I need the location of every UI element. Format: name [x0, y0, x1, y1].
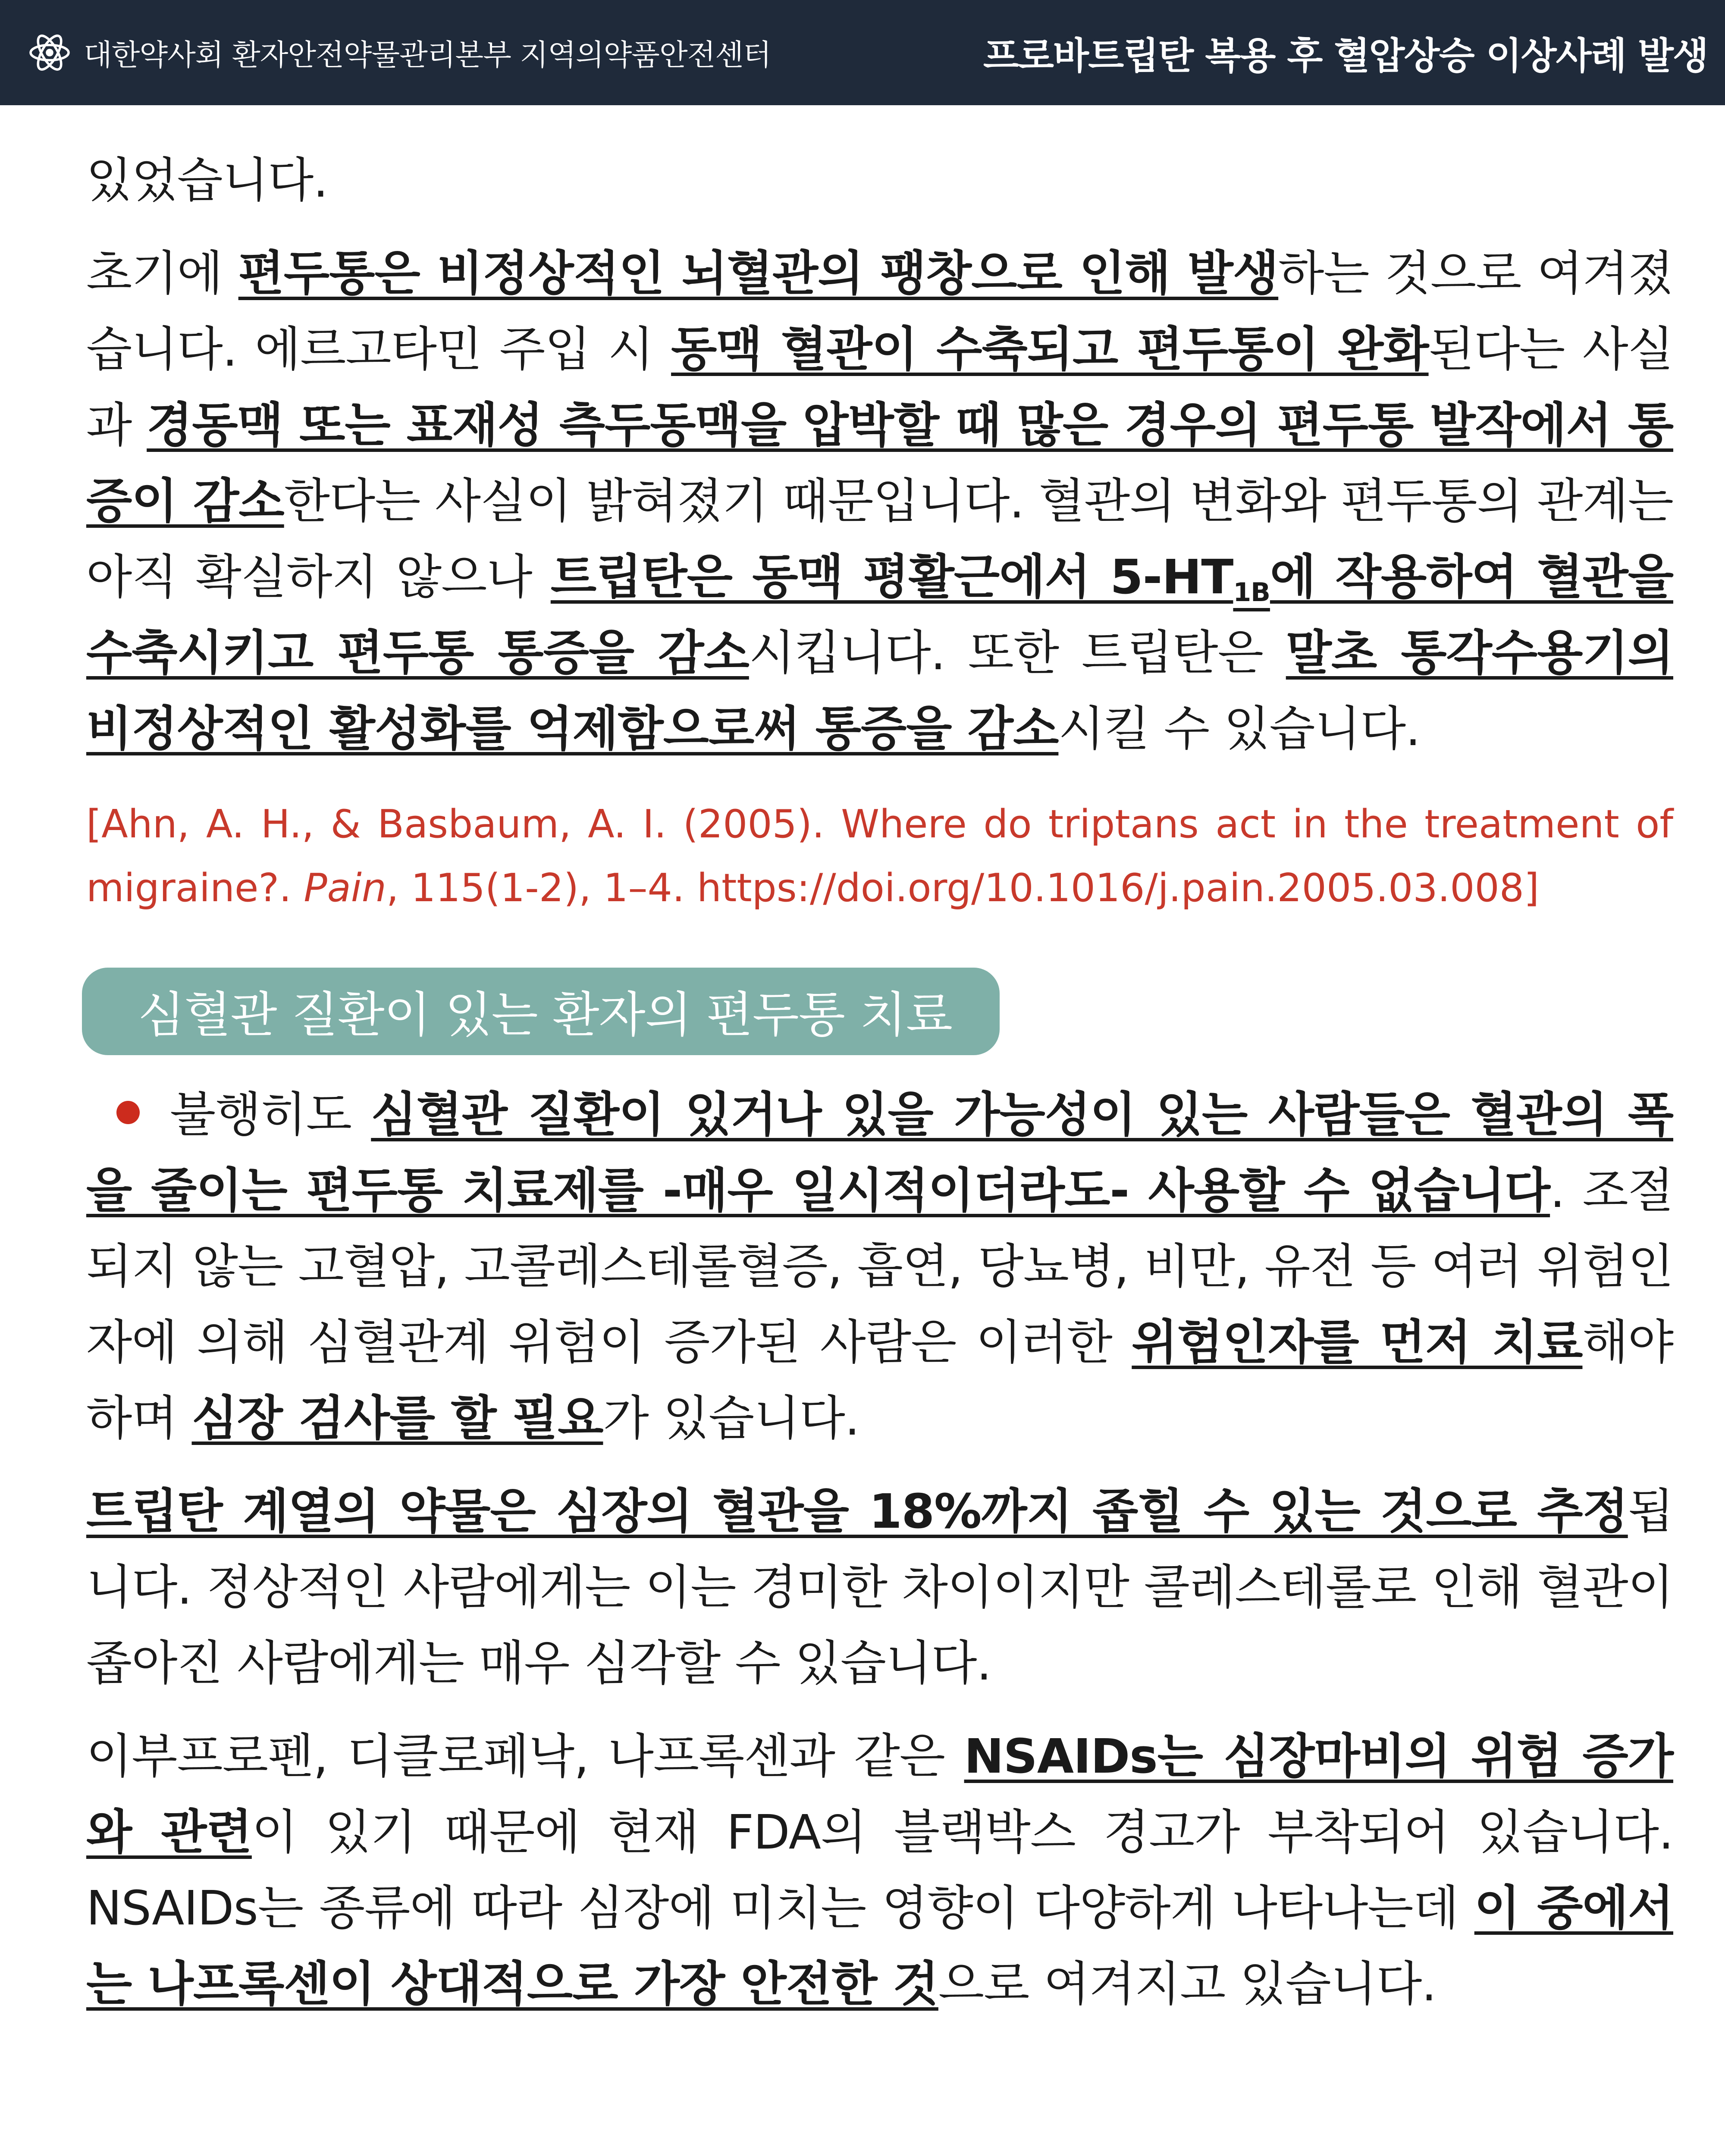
- body-text-segment: 있었습니다.: [86, 153, 328, 208]
- body-paragraph: [86, 1718, 1673, 2022]
- citation: [86, 793, 1673, 920]
- emphasized-text: 동맥 혈관이 수축되고 편두통이 완화: [671, 322, 1429, 377]
- body-text-segment: 이부프로펜, 디클로페낙, 나프록센과 같은: [86, 1729, 964, 1784]
- body-text-segment: 하는 것으로 여겨졌습니다. 에르고타민 주입 시: [86, 246, 1674, 377]
- body-text-segment: 됩니다. 정상적인 사람에게는 이는 경미한 차이이지만 콜레스테롤로 인해 혈관이 좁아진 사람에게는 매우 심각할 수 있습니다.: [86, 1484, 1673, 1691]
- intro-paragraphs: [86, 142, 1673, 784]
- section-heading: 심혈관 질환이 있는 환자의 편두통 치료: [82, 968, 1000, 1055]
- paragraph-spacer: [86, 218, 1673, 235]
- body-paragraph: [86, 235, 1673, 767]
- emphasized-text: 경동맥 또는 표재성 측두동맥을 압박할 때 많은 경우의 편두통 발작에서 통증이 감소: [86, 398, 1673, 529]
- emphasized-text: 위험인자를 먼저 치료: [1132, 1315, 1583, 1370]
- citation-text: [Ahn, A. H., & Basbaum, A. I. (2005). Where do triptans act in the treatment of migraine?.: [86, 802, 1673, 911]
- body-text-segment: 시킬 수 있습니다.: [1058, 701, 1421, 756]
- emphasized-text: 심혈관 질환이 있거나 있을 가능성이 있는 사람들은 혈관의 폭을 줄이는 편두통 치료제를 -매우 일시적이더라도- 사용할 수 없습니다: [86, 1087, 1673, 1218]
- bullet-icon: [116, 1101, 140, 1124]
- citation-journal: Pain: [304, 865, 386, 911]
- pharmacist-association-logo-icon: [26, 29, 73, 76]
- paragraph-spacer: [86, 2022, 1673, 2039]
- emphasized-text: 1B: [1233, 577, 1270, 608]
- emphasized-text: NSAIDs는 심장마비의 위험 증가와 관련: [86, 1729, 1673, 1860]
- body-paragraph: [86, 1077, 1673, 1456]
- body-text-segment: . 조절되지 않는 고혈압, 고콜레스테롤혈증, 흡연, 당뇨병, 비만, 유전 등 여러 위험인자에 의해 심혈관계 위험이 증가된 사람은 이러한: [86, 1163, 1674, 1370]
- paragraph-spacer: [86, 1456, 1673, 1473]
- header-left: [26, 29, 771, 76]
- body-paragraph: [86, 1473, 1673, 1701]
- body-text-segment: 한다는 사실이 밝혀졌기 때문입니다. 혈관의 변화와 편두통의 관계는 아직 확실하지 않으나: [86, 473, 1673, 605]
- document-title: 프로바트립탄 복용 후 혈압상승 이상사례 발생: [983, 34, 1708, 78]
- emphasized-text: 이 중에서는 나프록센이 상대적으로 가장 안전한 것: [86, 1880, 1673, 2012]
- paragraph-spacer: [86, 1701, 1673, 1718]
- section-paragraphs: [86, 1077, 1673, 2039]
- body-text-segment: 시킵니다. 또한 트립탄은: [749, 625, 1286, 680]
- document-header: [0, 0, 1725, 105]
- body-text-segment: 가 있습니다.: [603, 1391, 859, 1446]
- main-content: [86, 142, 1673, 2039]
- body-text-segment: 불행히도: [170, 1087, 371, 1142]
- paragraph-spacer: [86, 767, 1673, 784]
- emphasized-text: 말초 통각수용기의 비정상적인 활성화를 억제함으로써 통증을 감소: [86, 625, 1673, 756]
- body-text-segment: 된다는 사실과: [86, 322, 1673, 453]
- organization-name: 대한약사회 환자안전약물관리본부 지역의약품안전센터: [84, 38, 771, 72]
- body-text-segment: 해야 하며: [86, 1315, 1673, 1446]
- emphasized-text: 트립탄은 동맥 평활근에서 5-HT: [550, 549, 1233, 605]
- body-text-segment: 이 있기 때문에 현재 FDA의 블랙박스 경고가 부착되어 있습니다. NSAIDs는 종류에 따라 심장에 미치는 영향이 다양하게 나타나는데: [86, 1805, 1673, 1936]
- emphasized-text: 심장 검사를 할 필요: [191, 1391, 603, 1446]
- body-text-segment: 으로 여겨지고 있습니다.: [938, 1956, 1436, 2012]
- emphasized-text: 편두통은 비정상적인 뇌혈관의 팽창으로 인해 발생: [238, 246, 1279, 301]
- body-text-segment: 초기에: [86, 246, 238, 301]
- citation-details: , 115(1-2), 1–4. https://doi.org/10.1016/j.pain.2005.03.008]: [386, 865, 1540, 911]
- body-paragraph: [86, 142, 1673, 218]
- emphasized-text: 트립탄 계열의 약물은 심장의 혈관을 18%까지 좁힐 수 있는 것으로 추정: [86, 1484, 1628, 1539]
- emphasized-text: 에 작용하여 혈관을 수축시키고 편두통 통증을 감소: [86, 549, 1673, 680]
